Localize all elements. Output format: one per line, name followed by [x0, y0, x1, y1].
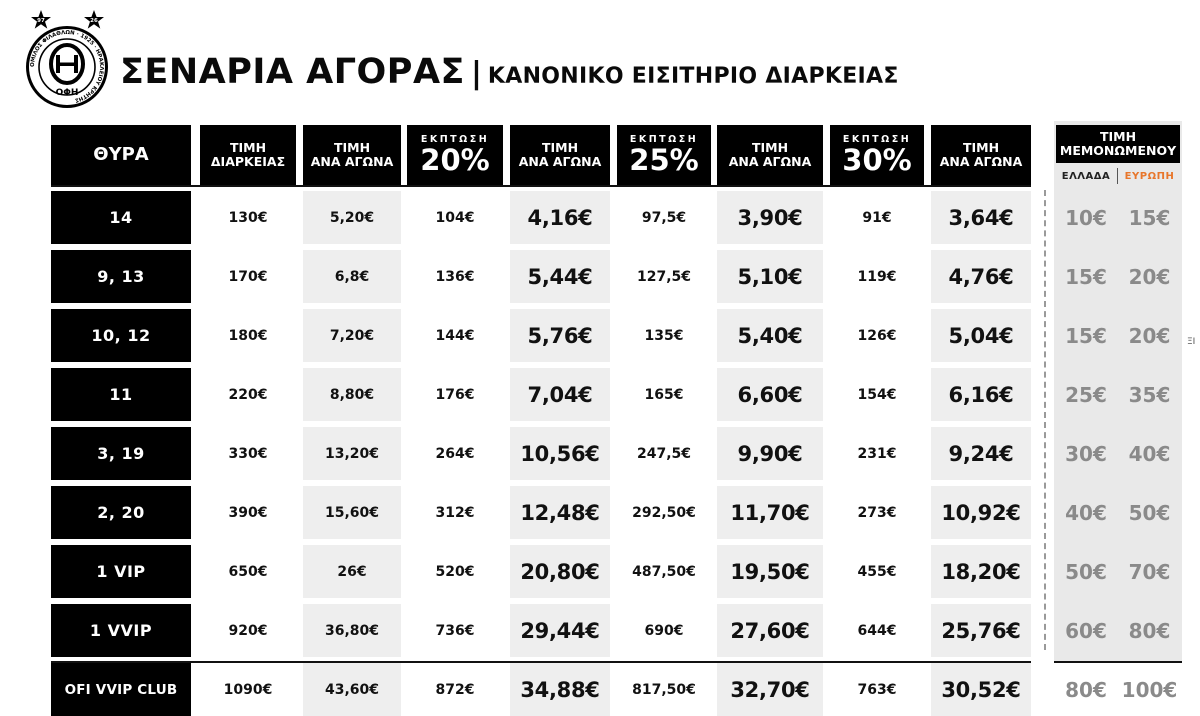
price-cell-europe: 50€	[1128, 500, 1171, 525]
price-cell-d20: 736€	[435, 622, 475, 639]
price-cell-d30: 91€	[862, 209, 892, 226]
row-door-label: 9, 13	[51, 250, 191, 303]
price-cell-greece: 30€	[1065, 441, 1107, 466]
header-single-ticket: ΤΙΜΗ ΜΕΜΟΝΩΜΕΝΟΥ	[1056, 125, 1180, 163]
row-door-label: 1 VIP	[51, 545, 191, 598]
row-door-label: 14	[51, 191, 191, 244]
price-cell-d30: 455€	[857, 563, 897, 580]
header-per-match: ΤΙΜΗ ΑΝΑ ΑΓΩΝΑ	[303, 125, 401, 185]
header-door: ΘΥΡΑ	[51, 125, 191, 185]
row-door-label: OFI VVIP CLUB	[51, 663, 191, 716]
price-cell-d20: 312€	[435, 504, 475, 521]
price-cell-greece: 50€	[1065, 559, 1107, 584]
title-subtitle: ΚΑΝΟΝΙΚΟ ΕΙΣΙΤΗΡΙΟ ΔΙΑΡΚΕΙΑΣ	[487, 64, 899, 89]
price-cell-season: 220€	[228, 386, 268, 403]
page-title	[120, 52, 899, 92]
svg-text:ΟΜΙΛΟΣ ΦΙΛΑΘΛΩΝ · 1925 · ΗΡΑΚΛ: ΟΜΙΛΟΣ ΦΙΛΑΘΛΩΝ · 1925 · ΗΡΑΚΛΕΙΟΥ ΚΡΗΤΗΣ	[29, 29, 105, 104]
price-cell-d25: 292,50€	[632, 504, 696, 521]
price-cell-d20: 176€	[435, 386, 475, 403]
price-cell-d30-match: 30,52€	[941, 677, 1021, 702]
header-per-match-25: ΤΙΜΗ ΑΝΑ ΑΓΩΝΑ	[717, 125, 823, 185]
price-cell-d25: 165€	[644, 386, 684, 403]
price-cell-d30: 763€	[857, 681, 897, 698]
price-cell-d25-match: 32,70€	[730, 677, 810, 702]
price-cell-season: 170€	[228, 268, 268, 285]
row-door-label: 3, 19	[51, 427, 191, 480]
edge-marker: ΞΙ	[1187, 337, 1196, 347]
price-cell-d30: 231€	[857, 445, 897, 462]
price-cell-d25: 690€	[644, 622, 684, 639]
header-per-match-30: ΤΙΜΗ ΑΝΑ ΑΓΩΝΑ	[931, 125, 1031, 185]
price-cell-d20-match: 5,44€	[527, 264, 593, 289]
price-cell-d20: 144€	[435, 327, 475, 344]
price-cell-d25: 97,5€	[641, 209, 687, 226]
price-cell-d20-match: 5,76€	[527, 323, 593, 348]
row-door-label: 11	[51, 368, 191, 421]
price-cell-season: 130€	[228, 209, 268, 226]
price-cell-d30: 154€	[857, 386, 897, 403]
star-icon	[84, 10, 104, 29]
row-door-label: 1 VVIP	[51, 604, 191, 657]
dashed-separator	[1044, 190, 1046, 650]
price-cell-per-match: 8,80€	[329, 386, 375, 403]
price-cell-d25-match: 3,90€	[737, 205, 803, 230]
header-greece: ΕΛΛΑΔΑ	[1061, 170, 1111, 182]
price-cell-d20-match: 29,44€	[520, 618, 600, 643]
svg-text:26: 26	[90, 18, 98, 25]
star-icon	[31, 10, 51, 29]
price-cell-europe: 20€	[1128, 323, 1171, 348]
price-cell-d20: 104€	[435, 209, 475, 226]
svg-text:97: 97	[37, 18, 45, 25]
price-cell-greece: 25€	[1065, 382, 1107, 407]
price-cell-d20-match: 7,04€	[527, 382, 593, 407]
price-cell-d25-match: 6,60€	[737, 382, 803, 407]
price-cell-d20-match: 10,56€	[520, 441, 600, 466]
price-cell-d30-match: 10,92€	[941, 500, 1021, 525]
price-cell-d20: 264€	[435, 445, 475, 462]
price-cell-per-match: 15,60€	[324, 504, 380, 521]
header-discount-25: ΕΚΠΤΩΣΗ 25%	[617, 125, 711, 185]
price-cell-season: 330€	[228, 445, 268, 462]
price-cell-greece: 15€	[1065, 323, 1107, 348]
row-door-label: 2, 20	[51, 486, 191, 539]
price-cell-d30: 119€	[857, 268, 897, 285]
price-cell-d25-match: 5,10€	[737, 264, 803, 289]
price-cell-season: 650€	[228, 563, 268, 580]
price-cell-d30-match: 18,20€	[941, 559, 1021, 584]
header-season-price: ΤΙΜΗ ΔΙΑΡΚΕΙΑΣ	[200, 125, 296, 185]
price-cell-europe: 40€	[1128, 441, 1171, 466]
svg-text:ΟΦΗ: ΟΦΗ	[55, 88, 79, 98]
price-cell-d20: 136€	[435, 268, 475, 285]
price-cell-per-match: 36,80€	[324, 622, 380, 639]
header-discount-20: ΕΚΠΤΩΣΗ 20%	[407, 125, 503, 185]
price-cell-d30-match: 9,24€	[948, 441, 1014, 466]
price-cell-d30: 126€	[857, 327, 897, 344]
price-cell-season: 390€	[228, 504, 268, 521]
price-cell-d25: 247,5€	[636, 445, 692, 462]
price-cell-per-match: 6,8€	[334, 268, 370, 285]
price-cell-d25-match: 5,40€	[737, 323, 803, 348]
price-cell-europe: 35€	[1128, 382, 1171, 407]
price-cell-d25: 817,50€	[632, 681, 696, 698]
price-cell-d30: 644€	[857, 622, 897, 639]
table-top-rule	[51, 185, 1031, 187]
row-door-label: 10, 12	[51, 309, 191, 362]
price-cell-d25: 487,50€	[632, 563, 696, 580]
price-cell-season: 920€	[228, 622, 268, 639]
price-cell-d30-match: 5,04€	[948, 323, 1014, 348]
price-cell-greece: 15€	[1065, 264, 1107, 289]
price-cell-per-match: 43,60€	[324, 681, 380, 698]
header-europe: ΕΥΡΩΠΗ	[1124, 170, 1175, 182]
price-cell-d25: 127,5€	[636, 268, 692, 285]
price-cell-d20-match: 34,88€	[520, 677, 600, 702]
header-discount-30: ΕΚΠΤΩΣΗ 30%	[830, 125, 924, 185]
divider	[1117, 168, 1118, 184]
price-cell-greece: 80€	[1065, 677, 1107, 702]
header-per-match-20: ΤΙΜΗ ΑΝΑ ΑΓΩΝΑ	[510, 125, 610, 185]
price-cell-per-match: 7,20€	[329, 327, 375, 344]
price-cell-d30: 273€	[857, 504, 897, 521]
price-cell-d20-match: 20,80€	[520, 559, 600, 584]
price-cell-season: 1090€	[223, 681, 273, 698]
price-cell-europe: 70€	[1128, 559, 1171, 584]
price-cell-europe: 80€	[1128, 618, 1171, 643]
price-cell-europe: 15€	[1128, 205, 1171, 230]
price-cell-d25-match: 9,90€	[737, 441, 803, 466]
price-cell-d30-match: 3,64€	[948, 205, 1014, 230]
price-cell-greece: 40€	[1065, 500, 1107, 525]
price-cell-d25: 135€	[644, 327, 684, 344]
price-cell-greece: 60€	[1065, 618, 1107, 643]
price-cell-per-match: 26€	[337, 563, 367, 580]
title-main: ΣΕΝΑΡΙΑ ΑΓΟΡΑΣ	[120, 52, 465, 92]
price-cell-europe: 20€	[1128, 264, 1171, 289]
price-cell-d20: 872€	[435, 681, 475, 698]
price-cell-d30-match: 4,76€	[948, 264, 1014, 289]
price-cell-europe: 100€	[1121, 677, 1178, 702]
price-cell-d25-match: 19,50€	[730, 559, 810, 584]
price-cell-d20-match: 12,48€	[520, 500, 600, 525]
price-cell-d20: 520€	[435, 563, 475, 580]
price-cell-d30-match: 25,76€	[941, 618, 1021, 643]
price-cell-per-match: 13,20€	[324, 445, 380, 462]
price-cell-d25-match: 27,60€	[730, 618, 810, 643]
price-cell-d20-match: 4,16€	[527, 205, 593, 230]
price-cell-greece: 10€	[1065, 205, 1107, 230]
title-separator: |	[470, 56, 482, 91]
ofi-crest-logo	[10, 6, 114, 110]
price-cell-d30-match: 6,16€	[948, 382, 1014, 407]
price-cell-season: 180€	[228, 327, 268, 344]
price-cell-d25-match: 11,70€	[730, 500, 810, 525]
price-cell-per-match: 5,20€	[329, 209, 375, 226]
